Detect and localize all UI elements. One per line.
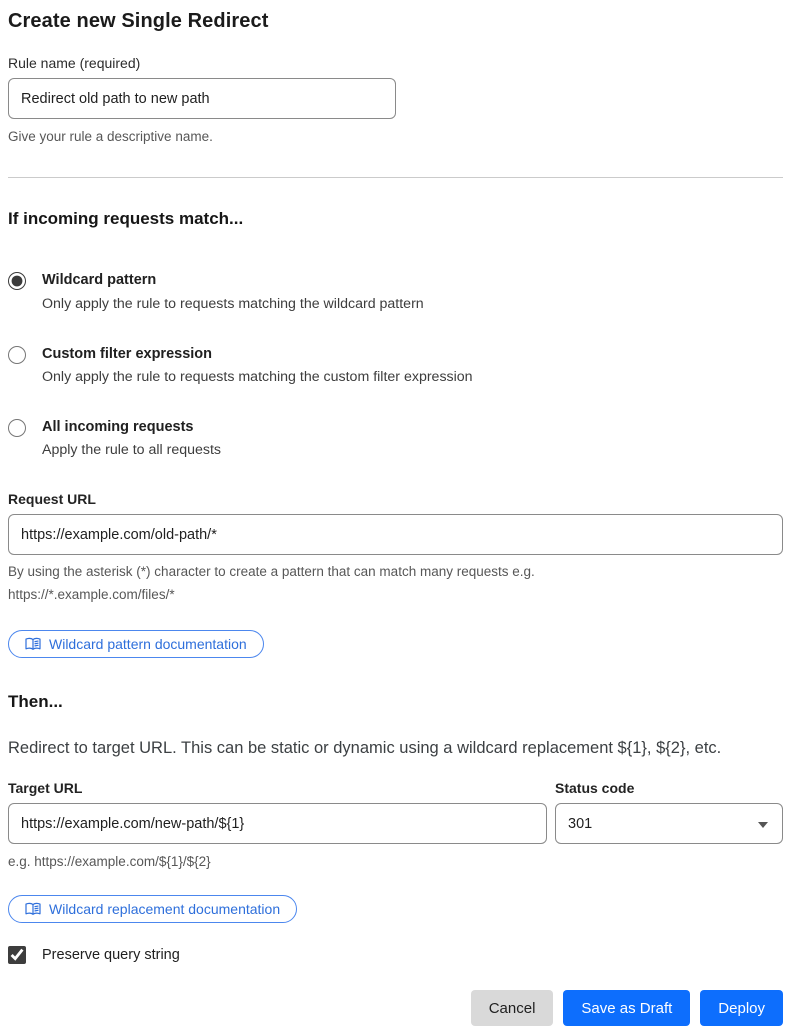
rule-name-label: Rule name (required) [8, 55, 141, 71]
request-url-input[interactable] [8, 514, 783, 555]
rule-name-input[interactable] [8, 78, 396, 119]
rule-name-field [8, 55, 783, 148]
save-as-draft-button[interactable]: Save as Draft [563, 990, 690, 1026]
doc-button-label: Wildcard pattern documentation [49, 636, 247, 653]
target-status-row [8, 780, 783, 873]
request-url-field [8, 491, 783, 607]
book-icon [25, 637, 41, 651]
custom-filter-expression-radio[interactable] [8, 346, 26, 364]
doc-button-label: Wildcard replacement documentation [49, 901, 281, 918]
target-url-help: e.g. https://example.com/${1}/${2} [8, 854, 211, 870]
status-code-value: 301 [568, 815, 593, 832]
section-divider [8, 177, 783, 178]
cancel-button[interactable]: Cancel [471, 990, 554, 1026]
option-description: Only apply the rule to requests matching the custom filter expression [42, 369, 473, 385]
rule-name-help: Give your rule a descriptive name. [8, 129, 213, 144]
match-section-heading: If incoming requests match... [8, 209, 244, 229]
option-label: All incoming requests [42, 419, 194, 435]
radio-option-custom-filter-expression[interactable] [8, 345, 783, 385]
preserve-query-string-checkbox[interactable] [8, 946, 26, 964]
option-label: Custom filter expression [42, 345, 213, 362]
preserve-query-string-row[interactable] [8, 946, 783, 964]
radio-option-all-incoming-requests[interactable] [8, 418, 783, 458]
wildcard-pattern-docs-button[interactable] [8, 630, 264, 658]
request-url-help-line1: By using the asterisk (*) character to create a pattern that can match many requests e.g. [8, 564, 535, 580]
target-url-field [8, 780, 547, 873]
option-description: Only apply the rule to requests matching the wildcard pattern [42, 295, 424, 312]
footer-actions [8, 990, 783, 1026]
target-url-input[interactable] [8, 803, 547, 844]
request-url-help [8, 561, 783, 607]
then-section-heading: Then... [8, 692, 63, 712]
wildcard-pattern-radio[interactable] [8, 272, 26, 290]
then-description: Redirect to target URL. This can be static or dynamic using a wildcard replacement ${1}, ${2}, etc. [8, 739, 722, 758]
option-description: Apply the rule to all requests [42, 442, 222, 459]
request-url-help-line2: https://*.example.com/files/* [8, 587, 175, 603]
option-label: Wildcard pattern [42, 272, 157, 289]
book-icon [25, 902, 41, 916]
status-code-select[interactable] [555, 803, 783, 844]
radio-option-wildcard-pattern[interactable] [8, 271, 783, 311]
page-title: Create new Single Redirect [8, 10, 269, 32]
match-type-radio-group [8, 271, 783, 458]
status-code-field [555, 780, 783, 844]
chevron-down-icon [758, 822, 768, 828]
preserve-query-string-label: Preserve query string [42, 947, 180, 964]
status-code-label: Status code [555, 780, 635, 797]
request-url-label: Request URL [8, 491, 96, 508]
deploy-button[interactable]: Deploy [700, 990, 783, 1026]
wildcard-replacement-docs-button[interactable] [8, 895, 297, 923]
target-url-label: Target URL [8, 780, 83, 797]
all-incoming-requests-radio[interactable] [8, 419, 26, 437]
